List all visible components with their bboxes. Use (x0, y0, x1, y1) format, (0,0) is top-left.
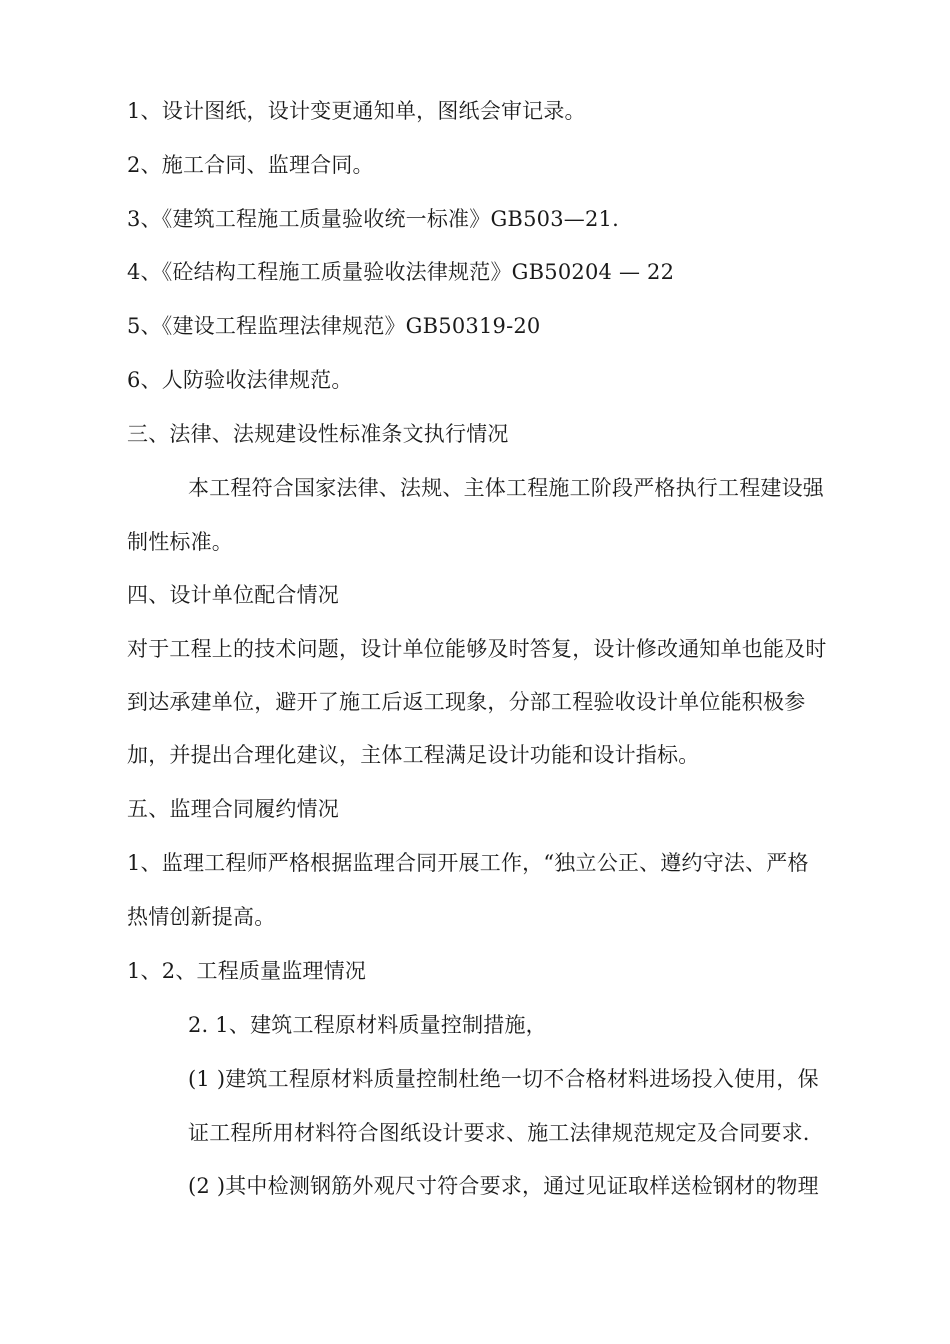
paragraph-line: 热情创新提高。 (127, 905, 276, 929)
text-line-ref-6: 6、人防验收法律规范。 (127, 368, 353, 392)
text-line-ref-5: 5、《建设工程监理法律规范》GB50319-20 (127, 314, 541, 338)
paragraph-line: 1、监理工程师严格根据监理合同开展工作，“独立公正、遵约守法、严格 (127, 851, 809, 875)
section-heading-3: 三、法律、法规建设性标准条文执行情况 (127, 422, 509, 446)
text-line-ref-1: 1、设计图纸，设计变更通知单，图纸会审记录。 (127, 99, 586, 123)
paragraph-line: 对于工程上的技术问题，设计单位能够及时答复，设计修改通知单也能及时 (127, 637, 827, 661)
paragraph-line: 加，并提出合理化建议，主体工程满足设计功能和设计指标。 (127, 743, 700, 767)
section-heading-4: 四、设计单位配合情况 (127, 583, 339, 607)
paragraph-line: 制性标准。 (127, 530, 233, 554)
text-line-ref-4: 4、《砼结构工程施工质量验收法律规范》GB50204 — 22 (127, 260, 675, 284)
text-line-ref-3: 3、《建筑工程施工质量验收统一标准》GB503—21. (127, 207, 619, 231)
subsection-heading: 1、2、工程质量监理情况 (127, 959, 367, 983)
paragraph-line: (2 )其中检测钢筋外观尺寸符合要求，通过见证取样送检钢材的物理 (188, 1174, 819, 1198)
paragraph-line: 本工程符合国家法律、法规、主体工程施工阶段严格执行工程建设强 (188, 476, 824, 500)
paragraph-line: 到达承建单位，避开了施工后返工现象，分部工程验收设计单位能积极参 (127, 690, 806, 714)
paragraph-line: 证工程所用材料符合图纸设计要求、施工法律规范规定及合同要求. (188, 1121, 810, 1145)
subsection-heading: 2. 1、建筑工程原材料质量控制措施， (188, 1013, 547, 1037)
paragraph-line: (1 )建筑工程原材料质量控制杜绝一切不合格材料进场投入使用，保 (188, 1067, 819, 1091)
section-heading-5: 五、监理合同履约情况 (127, 797, 339, 821)
text-line-ref-2: 2、施工合同、监理合同。 (127, 153, 374, 177)
